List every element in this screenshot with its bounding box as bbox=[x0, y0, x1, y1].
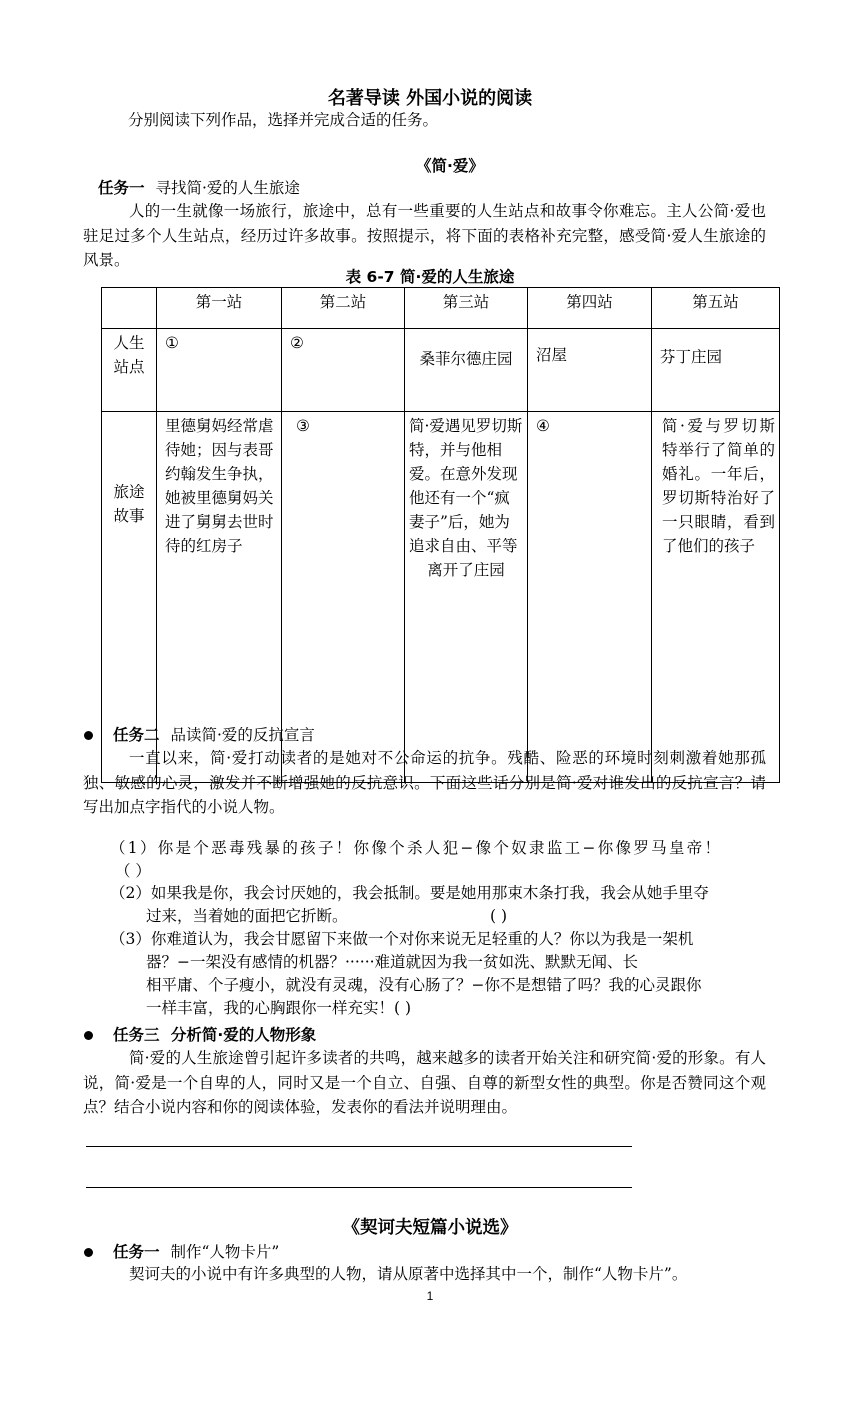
task-title: 寻找简·爱的人生旅途 bbox=[155, 179, 300, 197]
answer-blank-2[interactable]: ( ) bbox=[490, 907, 508, 925]
task-title: 品读简·爱的反抗宣言 bbox=[170, 726, 315, 744]
table-cell: 芬丁庄园 bbox=[652, 329, 780, 412]
book-title-chekhov: 《契诃夫短篇小说选》 bbox=[342, 1218, 518, 1238]
table-cell: 桑菲尔德庄园 bbox=[405, 329, 528, 412]
table-header-cell: 第三站 bbox=[405, 288, 528, 329]
answer-line[interactable] bbox=[86, 1187, 632, 1188]
question-2-cont: 过来，当着她的面把它折断。 bbox=[146, 907, 348, 925]
task2-paragraph: 一直以来，简·爱打动读者的是她对不公命运的抗争。残酷、险恶的环境时刻刺激着她那孤独、敏感的心灵，激发并不断增强她的反抗意识。下面这些话分别是简·爱对谁发出的反抗宣言？请写出加点字指代的小说人物。 bbox=[83, 749, 766, 816]
task-title: 分析简·爱的人物形象 bbox=[170, 1026, 317, 1044]
blank-cell-1: ① bbox=[157, 329, 282, 412]
blank-cell-3: ③ bbox=[282, 412, 405, 783]
question-3: （3）你难道认为，我会甘愿留下来做一个对你来说无足轻重的人？你以为我是一架机 bbox=[110, 930, 694, 948]
task-title: 制作“人物卡片” bbox=[170, 1243, 280, 1261]
task2-heading bbox=[113, 723, 315, 747]
bullet-icon bbox=[84, 1031, 93, 1040]
page-number: 1 bbox=[426, 1289, 434, 1303]
bullet-icon bbox=[84, 1248, 93, 1257]
task3-heading bbox=[113, 1023, 316, 1047]
task1-paragraph: 人的一生就像一场旅行，旅途中，总有一些重要的人生站点和故事令你难忘。主人公简·爱也驻足过多个人生站点，经历过许多故事。按照提示，将下面的表格补充完整，感受简·爱人生旅途的风景。 bbox=[83, 202, 766, 269]
bullet-icon bbox=[84, 731, 93, 740]
task-label: 任务二 bbox=[113, 726, 160, 744]
task3-paragraph: 简·爱的人生旅途曾引起许多读者的共鸣，越来越多的读者开始关注和研究简·爱的形象。有人说，简·爱是一个自卑的人，同时又是一个自立、自强、自尊的新型女性的典型。你是否赞同这个观点？结合小说内容和你的阅读体验，发表你的看法并说明理由。 bbox=[83, 1049, 766, 1116]
table-cell: 简·爱遇见罗切斯特，并与他相爱。在意外发现他还有一个“疯妻子”后，她为追求自由、平等离开了庄园 bbox=[405, 412, 528, 783]
task1-heading bbox=[98, 176, 300, 200]
task-label: 任务三 bbox=[113, 1026, 160, 1044]
table-header-cell: 第一站 bbox=[157, 288, 282, 329]
question-3-cont: 器？−一架没有感情的机器？······难道就因为我一贫如洗、默默无闻、长 bbox=[146, 953, 639, 971]
table-header-cell: 第四站 bbox=[528, 288, 652, 329]
table-caption: 表 6-7 简·爱的人生旅途 bbox=[345, 268, 515, 286]
table-header-row bbox=[102, 288, 780, 329]
question-3-cont-blank[interactable]: 一样丰富，我的心胸跟你一样充实！( ) bbox=[146, 999, 412, 1017]
table-cell: 简·爱与罗切斯特举行了简单的婚礼。一年后，罗切斯特治好了一只眼睛，看到了他们的孩子 bbox=[652, 412, 780, 783]
row-label: 旅途故事 bbox=[102, 412, 157, 783]
answer-blank-1[interactable]: （ ） bbox=[115, 862, 151, 880]
page-title: 名著导读 外国小说的阅读 bbox=[327, 88, 533, 109]
blank-cell-2: ② bbox=[282, 329, 405, 412]
book-title-jane-eyre: 《简·爱》 bbox=[416, 157, 484, 175]
chekhov-task1-heading bbox=[113, 1240, 279, 1264]
table-header-cell: 第五站 bbox=[652, 288, 780, 329]
chekhov-task1-paragraph: 契诃夫的小说中有许多典型的人物，请从原著中选择其中一个，制作“人物卡片”。 bbox=[129, 1265, 688, 1283]
row-label: 人生站点 bbox=[102, 329, 157, 412]
life-journey-table bbox=[101, 287, 780, 783]
question-1: （1）你是个恶毒残暴的孩子！你像个杀人犯−像个奴隶监工−你像罗马皇帝！ bbox=[110, 839, 723, 857]
table-header-cell bbox=[102, 288, 157, 329]
intro-text: 分别阅读下列作品，选择并完成合适的任务。 bbox=[128, 111, 439, 129]
blank-cell-4: ④ bbox=[528, 412, 652, 783]
question-3-cont: 相平庸、个子瘦小，就没有灵魂，没有心肠了？−你不是想错了吗？我的心灵跟你 bbox=[146, 976, 702, 994]
answer-line[interactable] bbox=[86, 1146, 632, 1147]
table-cell: 沼屋 bbox=[528, 329, 652, 412]
question-2: （2）如果我是你，我会讨厌她的，我会抵制。要是她用那束木条打我，我会从她手里夺 bbox=[110, 884, 709, 902]
table-header-cell: 第二站 bbox=[282, 288, 405, 329]
table-row-places bbox=[102, 329, 780, 412]
task-label: 任务一 bbox=[113, 1243, 160, 1261]
table-cell: 里德舅妈经常虐待她；因与表哥约翰发生争执，她被里德舅妈关进了舅舅去世时待的红房子 bbox=[157, 412, 282, 783]
task-label: 任务一 bbox=[98, 179, 145, 197]
